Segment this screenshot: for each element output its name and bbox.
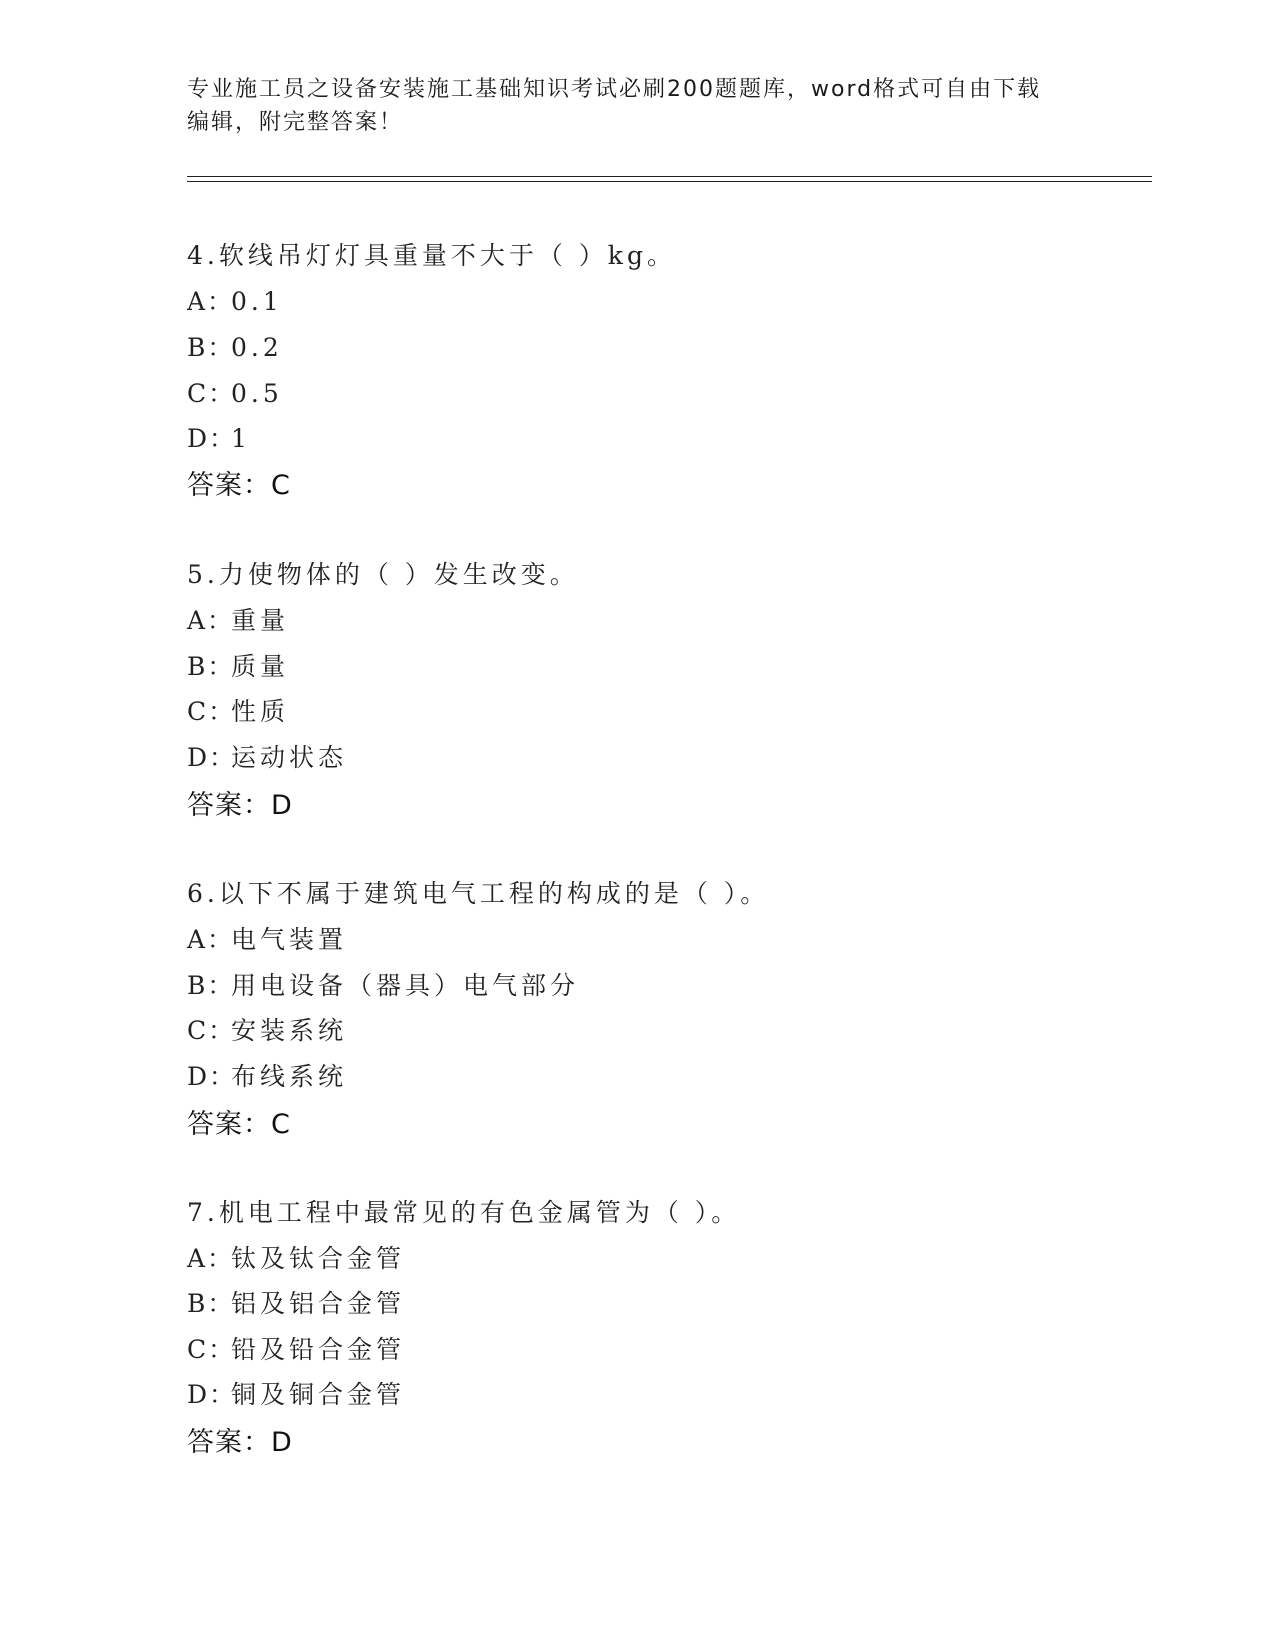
- answer: 答案：D: [187, 1427, 293, 1458]
- header-line-2: 编辑，附完整答案！: [187, 110, 404, 135]
- option-text: 0.2: [231, 333, 283, 362]
- option-b: [187, 647, 289, 683]
- option-key: B：: [187, 971, 235, 1000]
- answer: 答案：C: [187, 470, 291, 501]
- option-key: D：: [187, 1380, 237, 1409]
- question-stem: 5.力使物体的（ ）发生改变。: [187, 560, 579, 589]
- option-text: 运动状态: [231, 743, 348, 772]
- option-c: [187, 374, 283, 410]
- option-text: 电气装置: [231, 925, 348, 954]
- question-stem: 4.软线吊灯灯具重量不大于（ ）kg。: [187, 241, 676, 270]
- option-a: [187, 1239, 405, 1275]
- answer: 答案：D: [187, 790, 293, 821]
- option-key: D：: [187, 743, 237, 772]
- option-key: B：: [187, 652, 235, 681]
- option-d: [187, 419, 251, 455]
- option-c: [187, 692, 289, 728]
- option-key: B：: [187, 1289, 235, 1318]
- option-key: A：: [187, 925, 235, 954]
- option-text: 布线系统: [231, 1062, 348, 1091]
- option-text: 铝及铝合金管: [231, 1289, 406, 1318]
- option-a: [187, 920, 347, 956]
- question-stem: 7.机电工程中最常见的有色金属管为（ ）。: [187, 1198, 741, 1227]
- option-key: A：: [187, 1244, 235, 1273]
- option-key: C：: [187, 1335, 236, 1364]
- option-text: 重量: [231, 606, 290, 635]
- option-b: [187, 328, 283, 364]
- option-d: [187, 1057, 347, 1093]
- question-stem: 6.以下不属于建筑电气工程的构成的是（ ）。: [187, 879, 770, 908]
- document-header: [187, 73, 1087, 139]
- option-c: [187, 1011, 347, 1047]
- option-key: C：: [187, 379, 236, 408]
- option-b: [187, 966, 579, 1002]
- option-text: 钛及钛合金管: [231, 1244, 406, 1273]
- option-key: D：: [187, 1062, 237, 1091]
- answer: 答案：C: [187, 1109, 291, 1140]
- option-text: 质量: [231, 652, 290, 681]
- header-line-1: 专业施工员之设备安装施工基础知识考试必刷200题题库，word格式可自由下载: [187, 77, 1042, 102]
- option-d: [187, 1375, 405, 1411]
- option-key: C：: [187, 1016, 236, 1045]
- option-text: 用电设备（器具）电气部分: [231, 971, 580, 1000]
- option-text: 铅及铅合金管: [231, 1335, 406, 1364]
- option-text: 0.5: [231, 379, 283, 408]
- option-b: [187, 1284, 405, 1320]
- option-text: 1: [231, 424, 251, 453]
- option-text: 0.1: [231, 287, 283, 316]
- option-key: D：: [187, 424, 237, 453]
- option-key: A：: [187, 606, 235, 635]
- option-a: [187, 601, 289, 637]
- option-text: 安装系统: [231, 1016, 348, 1045]
- option-key: C：: [187, 697, 236, 726]
- option-d: [187, 738, 347, 774]
- option-a: [187, 282, 283, 318]
- option-key: B：: [187, 333, 235, 362]
- option-text: 铜及铜合金管: [231, 1380, 406, 1409]
- option-c: [187, 1330, 405, 1366]
- option-text: 性质: [231, 697, 290, 726]
- header-divider-top: [187, 176, 1152, 177]
- header-divider-bottom: [187, 181, 1152, 182]
- option-key: A：: [187, 287, 235, 316]
